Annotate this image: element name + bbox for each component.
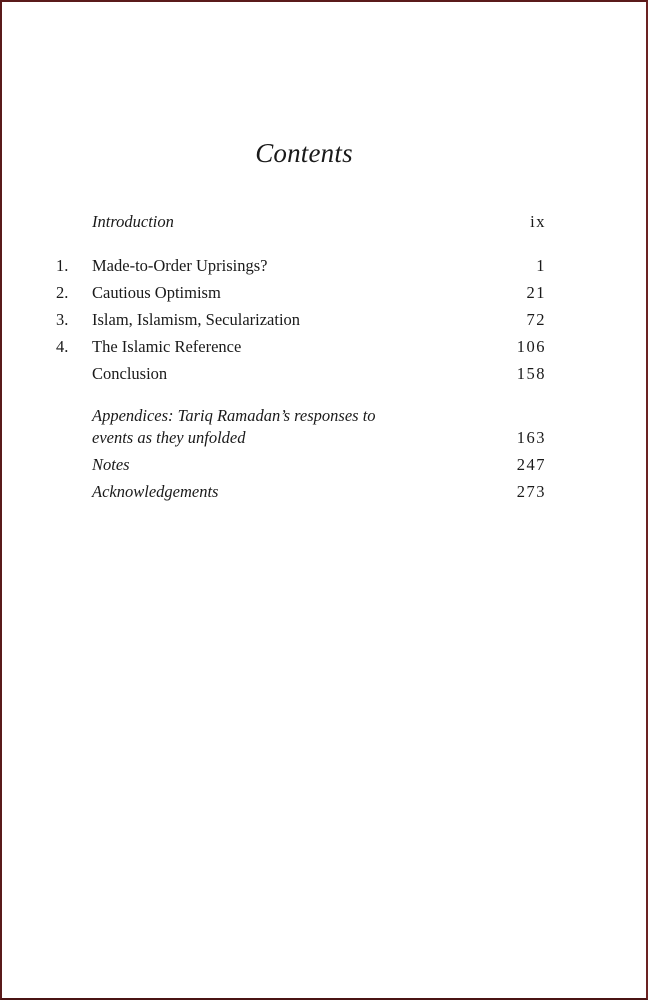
- toc-entry-number: 2.: [56, 283, 69, 302]
- toc-entry-number: 4.: [56, 337, 69, 356]
- toc-entry-page: 273: [516, 482, 546, 501]
- toc-entry-chapter-3: [56, 309, 546, 331]
- toc-entry-page: 247: [516, 455, 546, 474]
- toc-entry-chapter-1: [56, 255, 546, 277]
- page-title: Contents: [255, 138, 353, 168]
- toc-entry-chapter-4: [56, 336, 546, 358]
- toc-entry-label: Islam, Islamism, Secularization: [92, 310, 301, 329]
- toc-entry-notes: [56, 454, 546, 476]
- toc-entry-page: ix: [530, 212, 546, 231]
- toc-entry-page: 72: [526, 310, 546, 329]
- toc-entry-page: 106: [516, 337, 546, 356]
- toc-entry-label: Made-to-Order Uprisings?: [92, 256, 268, 275]
- toc-entry-label: Notes: [92, 455, 130, 474]
- toc-entry-label-line-1: Appendices: Tariq Ramadan’s responses to: [92, 406, 376, 425]
- toc-entry-chapter-2: [56, 282, 546, 304]
- toc-entry-introduction: [56, 211, 546, 233]
- toc-entry-page: 1: [536, 256, 546, 275]
- toc-entry-page: 163: [516, 428, 546, 447]
- toc-entry-label: Conclusion: [92, 364, 168, 383]
- toc-entry-page: 21: [526, 283, 546, 302]
- toc-entry-conclusion: [56, 363, 546, 385]
- toc-entry-appendices: [56, 405, 546, 451]
- toc-entry-acknowledgements: [56, 481, 546, 503]
- toc-entry-number: 1.: [56, 256, 69, 275]
- toc-entry-label: The Islamic Reference: [92, 337, 242, 356]
- toc-entry-label: Cautious Optimism: [92, 283, 221, 302]
- toc-entry-page: 158: [516, 364, 546, 383]
- toc-entry-label-line-2: events as they unfolded: [92, 428, 246, 447]
- toc-entry-label: Introduction: [92, 212, 174, 231]
- toc-entry-label: Acknowledgements: [92, 482, 219, 501]
- toc-entry-number: 3.: [56, 310, 69, 329]
